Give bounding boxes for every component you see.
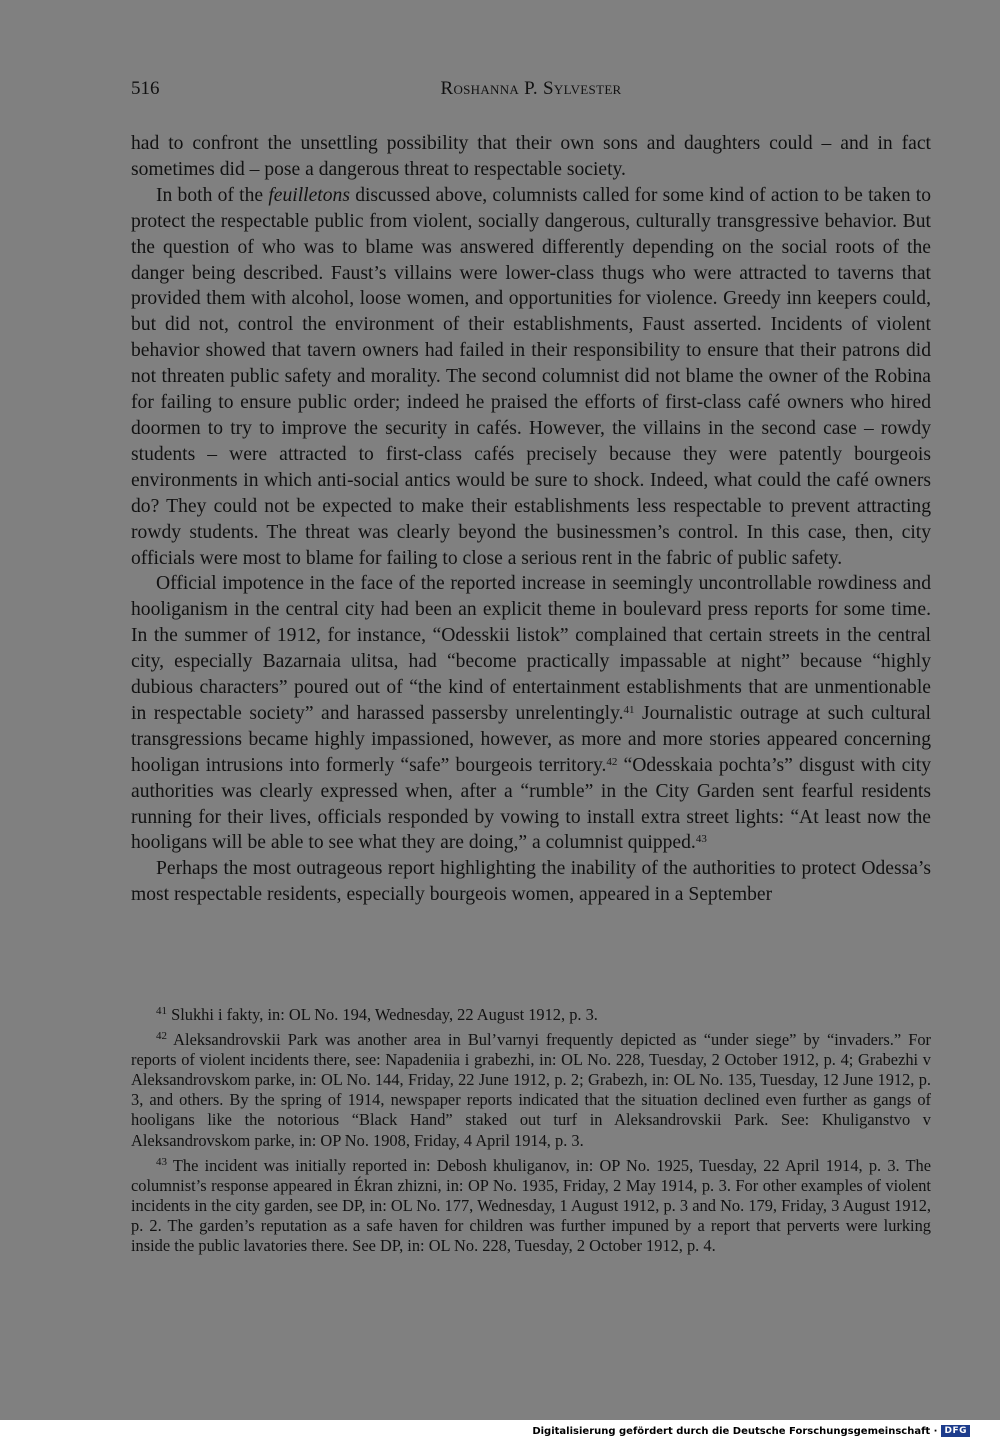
paragraph-3 bbox=[131, 571, 931, 856]
footnote-43 bbox=[131, 1156, 931, 1256]
footnote-42 bbox=[131, 1030, 931, 1151]
footnote-text: Aleksandrovskii Park was another area in Bul’varnyi frequently depicted as “under siege” by “invaders.” For reports of violent incidents there, see: Napadeniia i grabezhi, in: OL No. 228, Tuesday, 2 October 1912, p. 4; Grabezhi v Aleksandrovskom parke, in: OL No. 144, Friday, 22 June 1912, p. 2; Grabezh, in: OL No. 135, Tuesday, 12 June 1912, p. 3, and others. By the spring of 1914, newspaper reports indicated that the situation declined even further as gangs of hooligans like the notorious “Black Hand” staked out turf in Aleksandrovskii Park. See: Khuliganstvo v Aleksandrovskom parke, in: OP No. 1908, Friday, 4 April 1914, p. 3. bbox=[131, 1030, 931, 1150]
body-text bbox=[131, 131, 931, 908]
footnote-ref-43[interactable]: 43 bbox=[695, 833, 707, 846]
footnote-text: Slukhi i fakty, in: OL No. 194, Wednesday, 22 August 1912, p. 3. bbox=[167, 1005, 598, 1024]
digitization-credit bbox=[532, 1425, 970, 1437]
paragraph-2 bbox=[131, 183, 931, 572]
footnote-text: The incident was initially reported in: Debosh khuliganov, in: OP No. 1925, Tuesday, 22 April 1914, p. 3. The columnist’s response appeared in Ékran zhizni, in: OP No. 1935, Friday, 2 May 1914, p. 3. For other examples of violent incidents in the city garden, see DP, in: OL No. 177, Wednesday, 1 August 1912, p. 3 and No. 179, Friday, 3 August 1912, p. 2. The garden’s reputation as a safe haven for children was further impuned by a report that perverts were lurking inside the public lavatories there. See DP, in: OL No. 228, Tuesday, 2 October 1912, p. 4. bbox=[131, 1155, 931, 1256]
footnote-number: 41 bbox=[156, 1005, 167, 1017]
paragraph-2-pre: In both of the bbox=[156, 184, 269, 206]
paragraph-3-b: Journalistic outrage at such cultural transgressions became highly impassioned, however, as more and more stories appeared concerning hooligan intrusions into formerly “safe” bourgeois territory. bbox=[131, 702, 931, 776]
paragraph-3-a: Official impotence in the face of the reported increase in seemingly uncontrollable rowdiness and hooliganism in the central city had been an explicit theme in boulevard press reports for some time. In the summer of 1912, for instance, “Odesskii listok” complained that certain streets in the central city, especially Bazarnaia ulitsa, had “become practically impassable at night” because “highly dubious characters” poured out of “the kind of entertainment establishments that are unmentionable in respectable society” and harassed passersby unrelentingly. bbox=[131, 573, 931, 724]
footnotes bbox=[131, 1005, 931, 1261]
running-head: Roshanna P. Sylvester bbox=[440, 78, 622, 99]
paragraph-1: had to confront the unsettling possibility that their own sons and daughters could – and in fact sometimes did – pose a dangerous threat to respectable society. bbox=[131, 133, 931, 180]
credit-text: Digitalisierung gefördert durch die Deutsche Forschungsgemeinschaft · bbox=[532, 1425, 938, 1437]
paragraph-4: Perhaps the most outrageous report highlighting the inability of the authorities to protect Odessa’s most respectable residents, especially bourgeois women, appeared in a September bbox=[131, 858, 931, 906]
footnote-ref-42[interactable]: 42 bbox=[606, 755, 618, 768]
footnote-ref-41[interactable]: 41 bbox=[623, 703, 635, 716]
paragraph-3-c: “Odesskaia pochta’s” disgust with city authorities was clearly expressed when, after a “rumble” in the City Garden sent fearful residents running for their lives, officials responded by vowing to install extra street lights: “At least now the hooligans will be able to see what they are doing,” a columnist quipped. bbox=[131, 754, 931, 854]
footnote-41 bbox=[131, 1005, 931, 1025]
footnote-number: 43 bbox=[156, 1155, 167, 1168]
page-header bbox=[131, 78, 931, 106]
page-number: 516 bbox=[131, 78, 160, 99]
footnote-number: 42 bbox=[156, 1030, 167, 1043]
italic-term: feuilletons bbox=[268, 184, 350, 206]
dfg-logo-icon: DFG bbox=[941, 1425, 970, 1437]
paragraph-2-post: discussed above, columnists called for some kind of action to be taken to protect the respectable public from violent, socially dangerous, culturally transgressive behavior. But the question of who was to blame was answered differently depending on the social roots of the danger being described. Faust’s villains were lower-class thugs who were attracted to taverns that provided them with alcohol, loose women, and opportunities for violence. Greedy inn keepers could, but did not, control the environment of their establishments, Faust asserted. Incidents of violent behavior showed that tavern owners had failed in their responsibility to ensure that their patrons did not threaten public safety and morality. The second columnist did not blame the owner of the Robina for failing to ensure public order; indeed he praised the efforts of first-class café owners who hired doormen to try to improve the security in cafés. However, the villains in the second case – rowdy students – were attracted to first-class cafés precisely because they were patently bourgeois environments in which anti-social antics would be sure to shock. Indeed, what could the café owners do? They could not be expected to make their establishments less respectable to prevent attracting rowdy students. The threat was clearly beyond the businessmen’s control. In this case, then, city officials were most to blame for failing to close a serious rent in the fabric of public safety. bbox=[131, 184, 932, 569]
